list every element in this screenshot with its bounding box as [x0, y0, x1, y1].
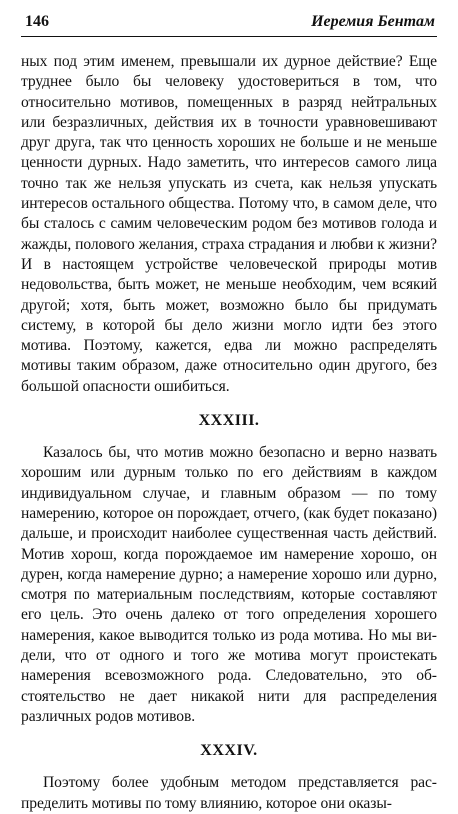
header-rule [21, 36, 437, 37]
paragraph-xxxiii: Казалось бы, что мотив можно безопасно и верно назвать хорошим или дурным только по его действиям в каждом индивидуальном случае, и главным образом — по тому намерению, которое он порождает, отчего, (как будет показано) дальше, и происходит наиболее существенная часть действий. Мотив хорош, когда порождаемое им намерение хорошо, он дурен, когда намерение дурно; а намерение хорошо или дурно, смотря по материальным последствиям, которые составляют его цель. Это очень далеко от того определения хорошего намерения, какое выводится только из рода мотива. Но мы видели, что от одного и того же мотива могут проистекать намерения всевозможного рода. Следовательно, это обстоятельство не дает никакой нити для распределения различных родов мотивов. [21, 444, 437, 725]
section-heading-xxxiv: XXXIV. [200, 742, 258, 760]
running-head [21, 10, 437, 34]
page-body [21, 52, 437, 814]
book-page [21, 10, 437, 814]
paragraph-xxxiv: Поэтому более удобным методом представляется распределить мотивы по тому влиянию, которое они оказы- [21, 774, 437, 812]
section-heading-xxxiii: XXXIII. [198, 412, 260, 430]
running-title: Иеремия Бентам [311, 13, 435, 30]
paragraph-continued: ных под этим именем, превышали их дурное действие? Еще труднее было бы человеку удостовериться в том, что относительно мотивов, помещенных в разряд нейтральных или безразличных, действия их в точности уравновешивают друг друга, так что ценность хороших не больше и не меньше ценности дурных. Надо заметить, что интересов самого лица точно так же нельзя упускать из счета, как нельзя упускать интересов остального общества. Потому что, в самом деле, что бы сталось с самим человеческим родом без мотивов голода и жажды, полового желания, страха страдания и любви к жизни? И в настоящем устройстве человеческой природы мотив недовольства, быть может, не меньше необходим, чем всякий другой; хотя, быть может, возможно было бы придумать систему, в которой бы дело жизни могло идти без этого мотива. Поэтому, кажется, едва ли можно распределять мотивы таким образом, даже относительно один другого, без большой опасности ошибиться. [21, 53, 437, 395]
page-number: 146 [25, 13, 49, 30]
